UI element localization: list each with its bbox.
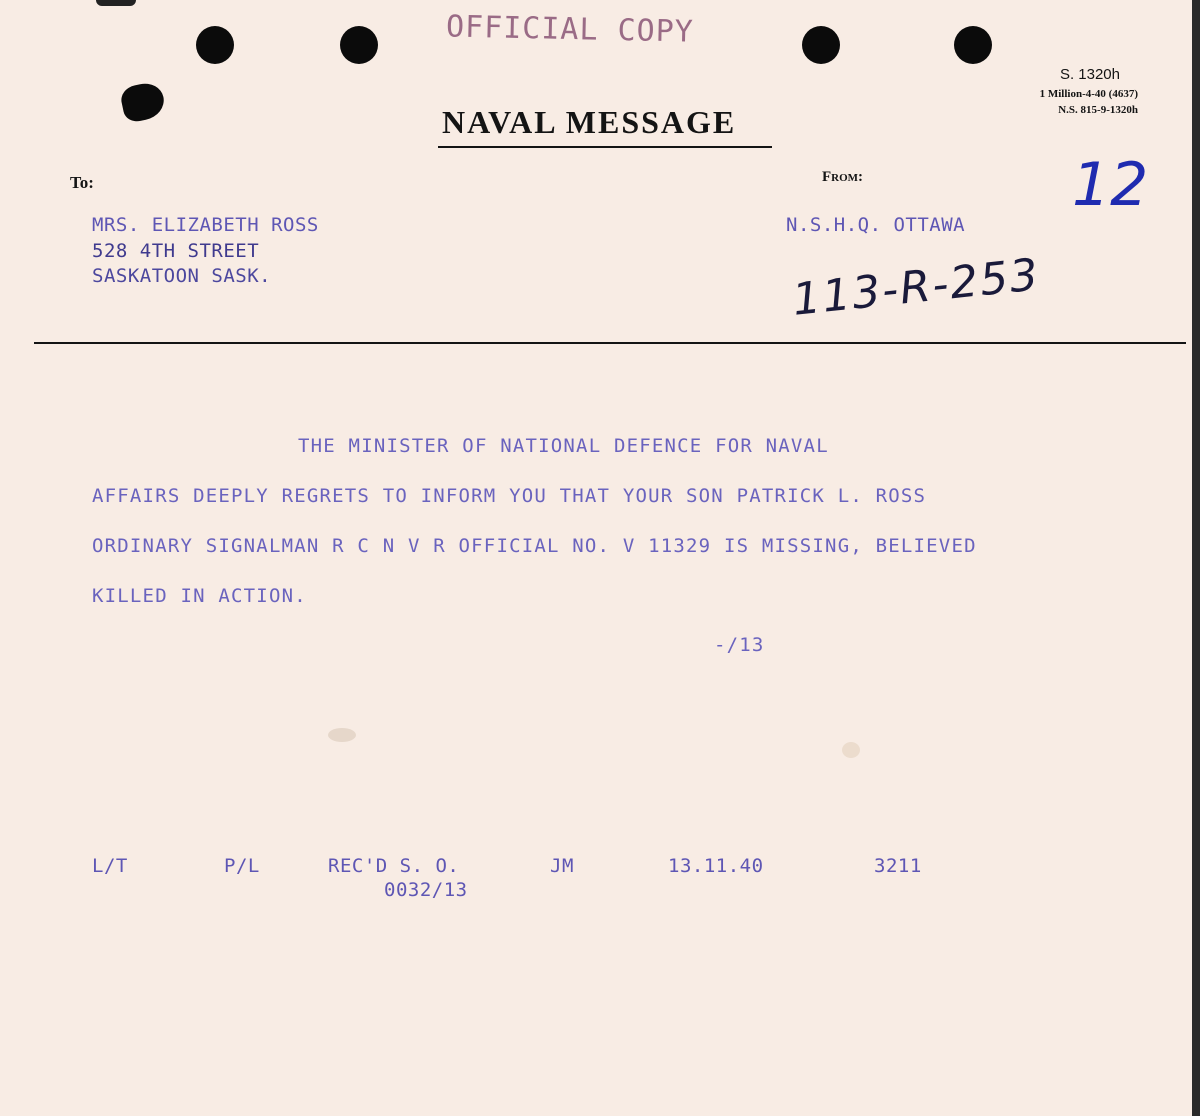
recipient-city: SASKATOON SASK. (92, 265, 272, 287)
handwritten-file-ref: 113-R-253 (790, 249, 1043, 326)
from-label: From: (822, 169, 864, 185)
footer-date: 13.11.40 (668, 855, 764, 877)
paper-stain (328, 728, 356, 742)
message-line: KILLED IN ACTION. (92, 585, 307, 607)
footer-time: 3211 (874, 855, 922, 877)
recipient-street: 528 4TH STREET (92, 240, 260, 262)
footer-reference: 0032/13 (384, 879, 468, 901)
to-label: To: (70, 173, 94, 192)
page-edge (1192, 0, 1200, 1116)
paper-stain (842, 742, 860, 758)
footer-initials: JM (550, 855, 574, 877)
sender: N.S.H.Q. OTTAWA (786, 214, 966, 236)
form-print-run: 1 Million-4-40 (4637) (1039, 88, 1138, 100)
message-line: ORDINARY SIGNALMAN R C N V R OFFICIAL NO. V 11329 IS MISSING, BELIEVED (92, 535, 977, 557)
footer-pl: P/L (224, 855, 260, 877)
handwritten-number: 12 (1072, 150, 1149, 220)
recipient-name: MRS. ELIZABETH ROSS (92, 214, 319, 236)
form-number: S. 1320h (1059, 66, 1120, 83)
form-ns-number: N.S. 815-9-1320h (1058, 104, 1138, 116)
official-copy-stamp: OFFICIAL COPY (445, 9, 695, 50)
footer-received: REC'D S. O. (328, 855, 460, 877)
page-title: NAVAL MESSAGE (442, 104, 737, 140)
message-line: THE MINISTER OF NATIONAL DEFENCE FOR NAVAL (298, 435, 829, 457)
footer-lt: L/T (92, 855, 128, 877)
message-line: AFFAIRS DEEPLY REGRETS TO INFORM YOU THAT YOUR SON PATRICK L. ROSS (92, 485, 927, 507)
message-sign-off: -/13 (714, 634, 765, 656)
